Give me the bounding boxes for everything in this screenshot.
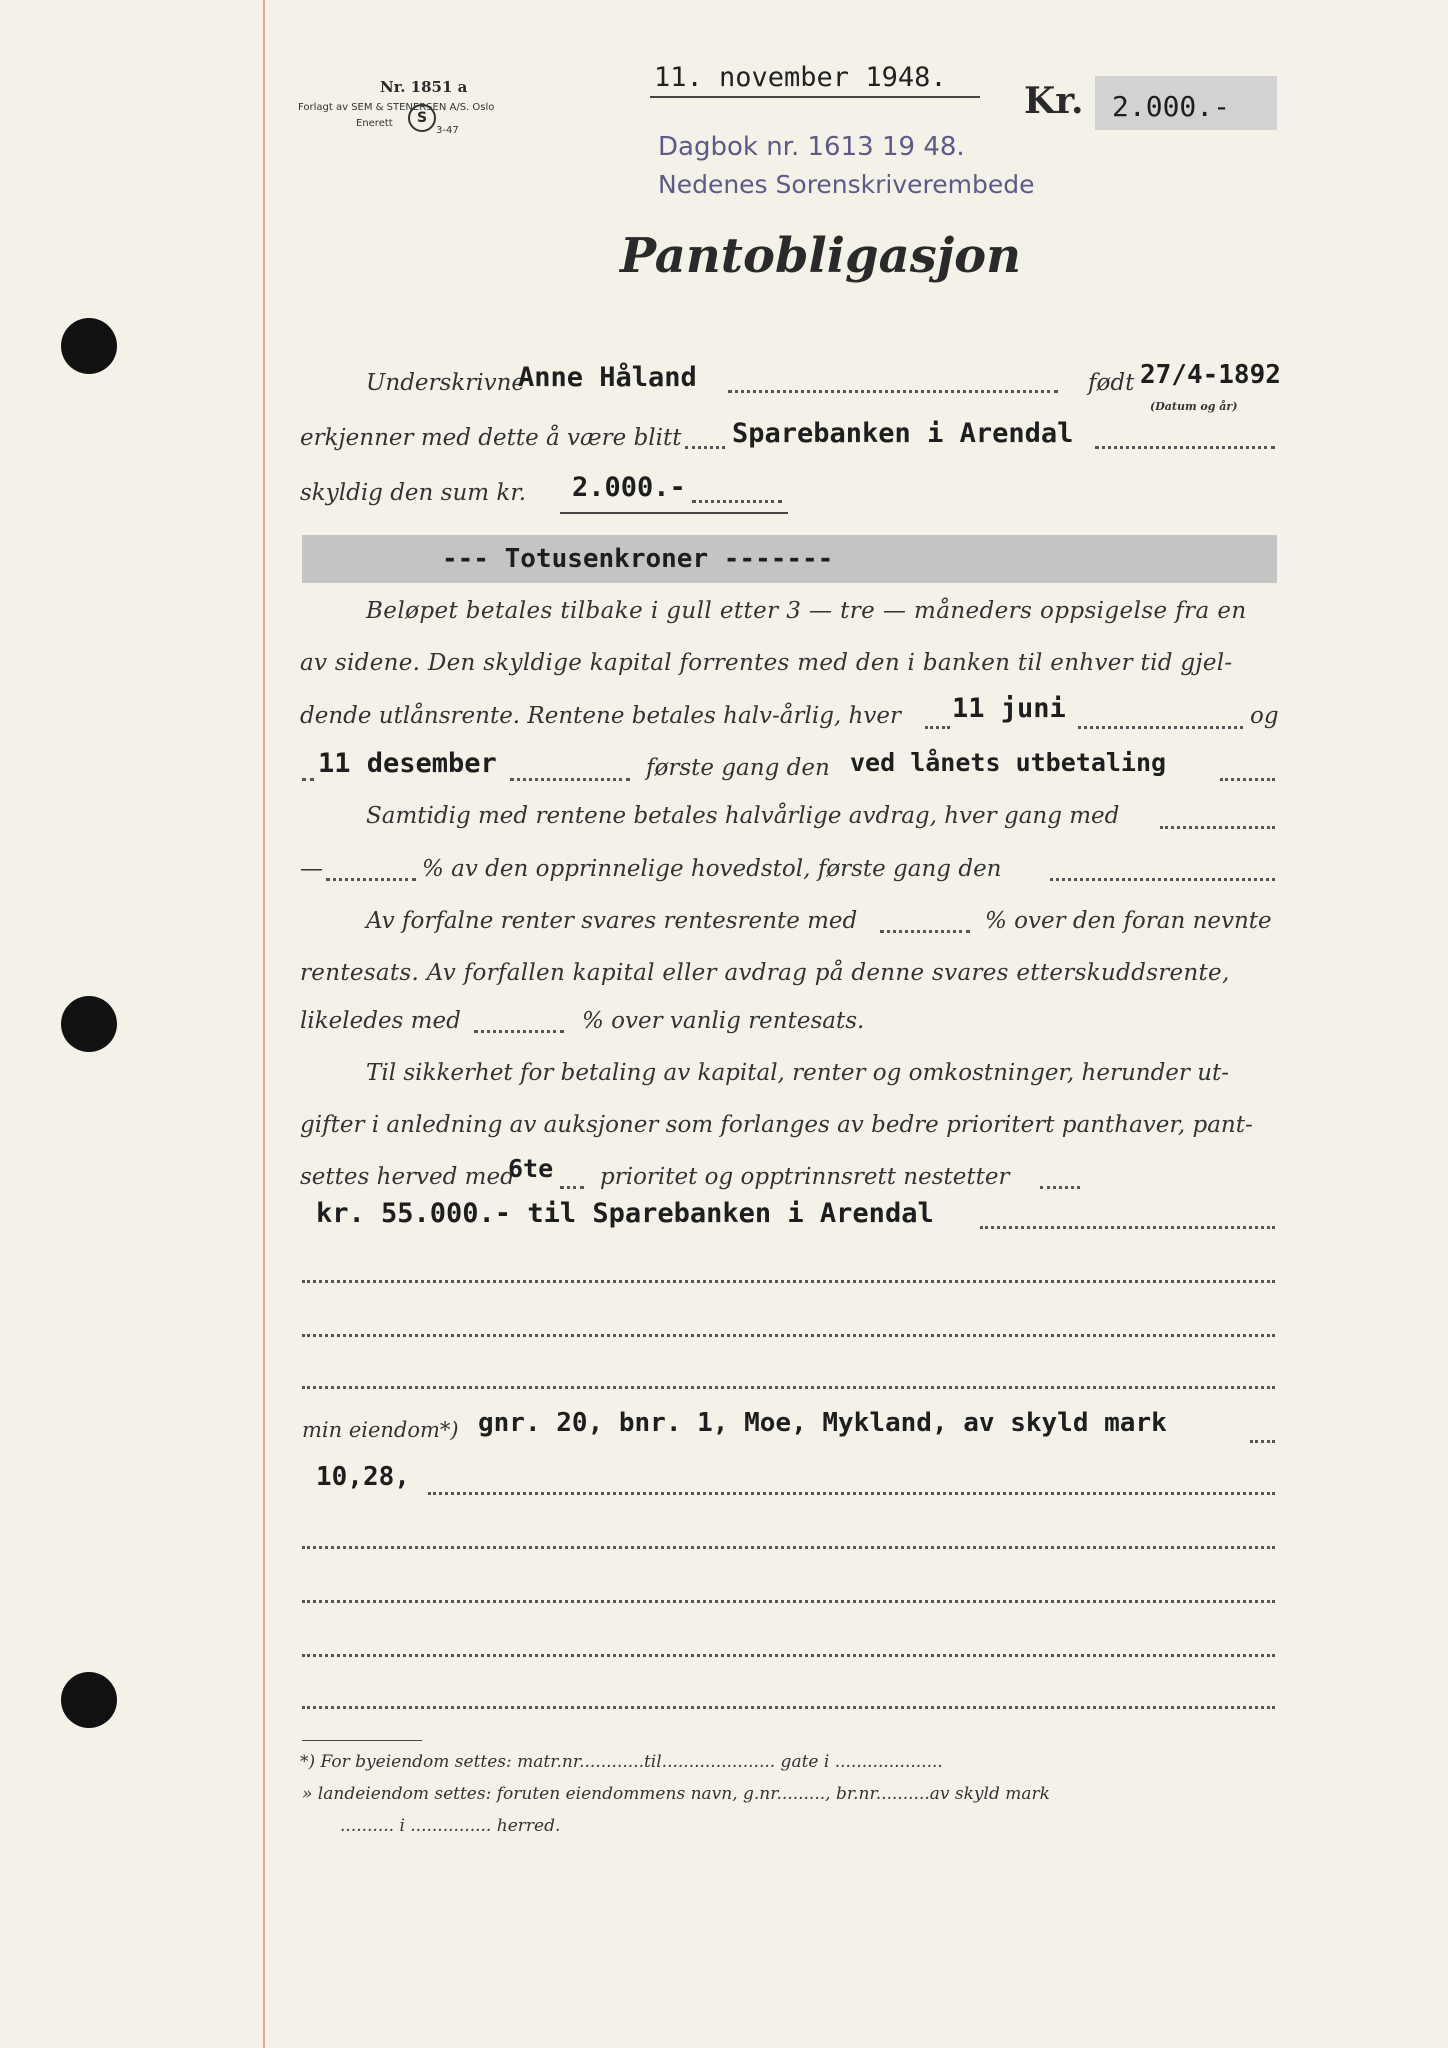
erkjenner-value: Sparebanken i Arendal — [732, 418, 1074, 449]
skyldig-label: skyldig den sum kr. — [300, 480, 527, 506]
form-number: Nr. 1851 a — [380, 78, 468, 96]
dagbok-year: 48. — [923, 132, 965, 162]
footnote-rule — [302, 1740, 422, 1741]
fodt-label: født — [1088, 370, 1135, 396]
dotted-line — [302, 1386, 1275, 1389]
dotted-line — [326, 878, 416, 881]
body-line-dash: — — [300, 856, 323, 882]
footnote-line: .......... i ............... herred. — [340, 1816, 561, 1836]
body-line: av sidene. Den skyldige kapital forrentes med den i banken til enhver tid gjel- — [300, 650, 1233, 676]
interest-date-1: 11 juni — [952, 693, 1066, 724]
dotted-line — [302, 1600, 1275, 1603]
body-line: % over vanlig rentesats. — [582, 1008, 865, 1034]
dotted-line — [302, 1334, 1275, 1337]
dotted-line — [685, 446, 725, 449]
underskrivne-label: Underskrivne — [366, 370, 526, 396]
dagbok-number: 1613 — [807, 132, 874, 162]
eiendom-label: min eiendom*) — [302, 1418, 459, 1442]
erkjenner-label: erkjenner med dette å være blitt — [300, 425, 682, 451]
body-line: settes herved med — [300, 1164, 515, 1190]
dotted-line — [728, 390, 1058, 393]
body-line: % av den opprinnelige hovedstol, første gang den — [422, 856, 1002, 882]
publisher-code: 3-47 — [436, 125, 459, 136]
body-line: Til sikkerhet for betaling av kapital, renter og omkostninger, herunder ut- — [366, 1060, 1230, 1086]
publisher-line: Forlagt av SEM & STENERSEN A/S. Oslo — [298, 102, 495, 113]
dotted-line — [302, 778, 314, 781]
skyldig-value: 2.000.- — [572, 472, 686, 503]
dotted-line — [1160, 826, 1275, 829]
page-title: Pantobligasjon — [620, 228, 1021, 284]
footnote-line: *) For byeiendom settes: matr.nr............til..................... gate i .................... — [300, 1752, 943, 1772]
kr-amount: 2.000.- — [1112, 90, 1231, 123]
publisher-logo-icon: S — [408, 104, 436, 132]
dotted-line — [1250, 1440, 1275, 1443]
dagbok-year-prefix: 19 — [881, 132, 916, 162]
punch-hole — [61, 1672, 117, 1728]
fodt-hint: (Datum og år) — [1150, 400, 1238, 413]
date-underline — [650, 96, 980, 98]
dotted-line — [428, 1492, 1275, 1495]
office-stamp: Nedenes Sorenskriverembede — [658, 170, 1035, 199]
dotted-line — [560, 1186, 584, 1189]
dotted-line — [302, 1280, 1275, 1283]
body-line: dende utlånsrente. Rentene betales halv-årlig, hver — [300, 703, 901, 729]
dotted-line — [302, 1546, 1275, 1549]
fodt-value: 27/4-1892 — [1140, 360, 1281, 390]
dotted-line — [980, 1226, 1275, 1229]
interest-date-2: 11 desember — [318, 748, 497, 779]
dotted-line — [925, 726, 950, 729]
body-line: gifter i anledning av auksjoner som forlanges av bedre prioritert panthaver, pant- — [300, 1112, 1253, 1138]
dotted-line — [1078, 726, 1243, 729]
document-date: 11. november 1948. — [654, 62, 947, 93]
body-line: % over den foran nevnte — [985, 908, 1272, 934]
publisher-enerett: Enerett — [356, 118, 393, 129]
punch-hole — [61, 318, 117, 374]
dotted-line — [302, 1654, 1275, 1657]
dagbok-stamp — [658, 132, 965, 162]
amount-words: --- Totusenkroner ------- — [442, 544, 834, 574]
dagbok-label: Dagbok nr. — [658, 132, 800, 162]
body-line: første gang den — [646, 755, 830, 781]
eiendom-value: gnr. 20, bnr. 1, Moe, Mykland, av skyld mark — [478, 1408, 1167, 1438]
dotted-line — [510, 778, 630, 781]
kr-label: Kr. — [1024, 80, 1084, 122]
priority-value: 6te — [508, 1154, 554, 1183]
first-payment: ved lånets utbetaling — [850, 748, 1167, 777]
footnote-line: » landeiendom settes: foruten eiendommens navn, g.nr........., br.nr..........av skyld mark — [302, 1784, 1050, 1804]
eiendom-value-2: 10,28, — [316, 1462, 410, 1492]
underskrivne-value: Anne Håland — [518, 362, 697, 393]
body-line: rentesats. Av forfallen kapital eller avdrag på denne svares etterskuddsrente, — [300, 960, 1230, 986]
dotted-line — [692, 500, 782, 503]
body-line: Samtidig med rentene betales halvårlige avdrag, hver gang med — [366, 803, 1120, 829]
dotted-line — [474, 1030, 564, 1033]
dotted-line — [880, 930, 970, 933]
body-line: likeledes med — [300, 1008, 461, 1034]
dotted-line — [1095, 446, 1275, 449]
body-line: Beløpet betales tilbake i gull etter 3 — tre — måneders oppsigelse fra en — [366, 598, 1247, 624]
prior-mortgage: kr. 55.000.- til Sparebanken i Arendal — [316, 1198, 934, 1229]
body-line: og — [1250, 703, 1279, 729]
dotted-line — [1040, 1186, 1080, 1189]
dotted-line — [1220, 778, 1275, 781]
margin-line — [263, 0, 265, 2048]
dotted-line — [1050, 878, 1275, 881]
punch-hole — [61, 996, 117, 1052]
body-line: Av forfalne renter svares rentesrente med — [366, 908, 858, 934]
body-line: prioritet og opptrinnsrett nestetter — [600, 1164, 1010, 1190]
dotted-line — [302, 1706, 1275, 1709]
skyldig-underline — [560, 512, 788, 514]
